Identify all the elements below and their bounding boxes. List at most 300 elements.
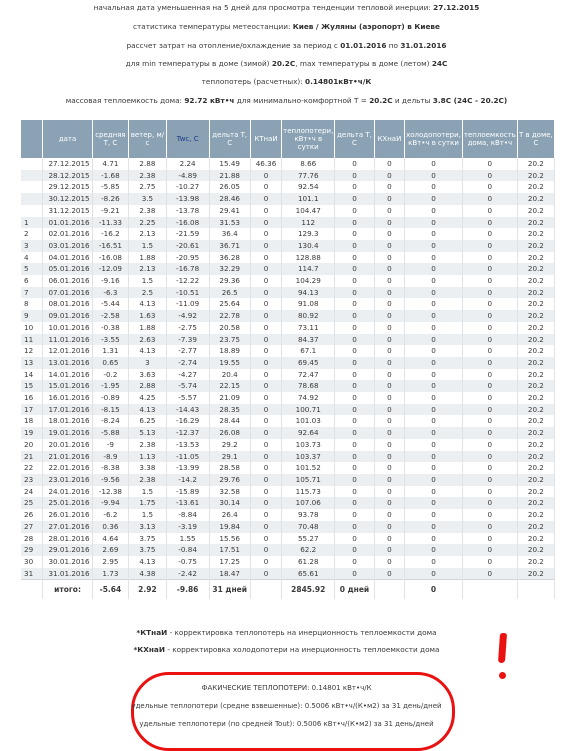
table-row [21, 533, 555, 545]
table-cell: 0 [405, 392, 463, 404]
table-cell: 0 [462, 181, 517, 193]
date-cell: 29.01.2016 [43, 544, 92, 556]
table-cell: 0 [250, 298, 281, 310]
totals-cell: 0 дней [335, 580, 374, 600]
table-cell: 0 [405, 404, 463, 416]
table-cell: 20.2 [517, 334, 554, 346]
table-row [21, 451, 555, 463]
table-cell: 20.4 [209, 369, 250, 381]
table-cell: 2.75 [129, 181, 166, 193]
table-cell: 29.2 [209, 439, 250, 451]
column-header: ветер, м/с [129, 120, 166, 158]
table-cell: 0 [374, 439, 404, 451]
column-header: КТнаИ [250, 120, 281, 158]
table-cell: 20.2 [517, 544, 554, 556]
table-cell: 0 [335, 252, 374, 264]
specific-loss-weighted: удельные теплопотери (средне взвешенные): 0.5006 кВт•ч/(К•м2) за 31 день/дней [131, 702, 442, 710]
table-cell: 0 [462, 392, 517, 404]
row-number: 6 [21, 275, 43, 287]
table-cell: 0 [335, 322, 374, 334]
table-cell: 0.36 [92, 521, 129, 533]
table-cell: -5.74 [166, 380, 209, 392]
table-cell: 2.38 [129, 474, 166, 486]
totals-cell: -5.64 [92, 580, 129, 600]
table-cell: -0.89 [92, 392, 129, 404]
table-cell: 20.2 [517, 181, 554, 193]
table-cell: 0 [335, 287, 374, 299]
table-cell: 18.47 [209, 568, 250, 580]
table-cell: 0 [335, 544, 374, 556]
table-cell: 0 [374, 158, 404, 170]
table-cell: 0 [374, 486, 404, 498]
table-cell: -20.61 [166, 240, 209, 252]
table-cell: 0 [405, 568, 463, 580]
table-cell: 0 [335, 474, 374, 486]
table-cell: 4.13 [129, 345, 166, 357]
date-cell: 02.01.2016 [43, 228, 92, 240]
table-cell: 0 [462, 404, 517, 416]
table-cell: 20.2 [517, 357, 554, 369]
table-cell: 20.2 [517, 380, 554, 392]
table-cell: 0 [374, 474, 404, 486]
date-cell: 12.01.2016 [43, 345, 92, 357]
table-cell: 104.29 [282, 275, 335, 287]
table-cell: 93.78 [282, 509, 335, 521]
table-cell: 0 [335, 240, 374, 252]
table-cell: 1.63 [129, 310, 166, 322]
totals-cell: 2.92 [129, 580, 166, 600]
table-cell: -12.22 [166, 275, 209, 287]
table-cell: 0 [405, 240, 463, 252]
table-cell: -16.08 [166, 217, 209, 229]
table-cell: 0 [250, 275, 281, 287]
table-cell: 0 [462, 170, 517, 182]
table-cell: 0 [405, 380, 463, 392]
table-cell: 0 [250, 521, 281, 533]
row-number: 4 [21, 252, 43, 264]
table-cell: 70.48 [282, 521, 335, 533]
date-cell: 17.01.2016 [43, 404, 92, 416]
table-row [21, 228, 555, 240]
date-cell: 27.12.2015 [43, 158, 92, 170]
table-cell: 3.75 [129, 544, 166, 556]
table-cell: 1.5 [129, 240, 166, 252]
table-cell: 0 [374, 380, 404, 392]
table-cell: -20.95 [166, 252, 209, 264]
table-cell: 4.38 [129, 568, 166, 580]
table-cell: 20.2 [517, 217, 554, 229]
table-cell: 0 [405, 228, 463, 240]
table-cell: 0 [250, 181, 281, 193]
table-cell: 0 [335, 509, 374, 521]
table-cell: 3.75 [129, 533, 166, 545]
table-cell: 0 [250, 404, 281, 416]
table-row [21, 462, 555, 474]
date-cell: 21.01.2016 [43, 451, 92, 463]
table-cell: 0 [335, 217, 374, 229]
table-row [21, 568, 555, 580]
table-cell: 0 [374, 334, 404, 346]
table-cell: 0 [335, 275, 374, 287]
row-number: 13 [21, 357, 43, 369]
table-row [21, 310, 555, 322]
table-cell: 0 [374, 310, 404, 322]
table-cell: 4.13 [129, 404, 166, 416]
table-cell: 3 [129, 357, 166, 369]
date-cell: 03.01.2016 [43, 240, 92, 252]
totals-cell [517, 580, 554, 600]
table-cell: 2.5 [129, 287, 166, 299]
table-cell: 36.4 [209, 228, 250, 240]
row-number: 25 [21, 497, 43, 509]
table-row [21, 369, 555, 381]
totals-label: итого: [43, 580, 92, 600]
table-cell: 20.2 [517, 521, 554, 533]
table-cell: -8.26 [92, 193, 129, 205]
table-cell: 2.88 [129, 158, 166, 170]
row-number: 30 [21, 556, 43, 568]
table-cell: 26.4 [209, 509, 250, 521]
table-cell: 1.13 [129, 451, 166, 463]
table-cell: -11.05 [166, 451, 209, 463]
table-cell: -2.75 [166, 322, 209, 334]
table-cell: 0 [374, 275, 404, 287]
table-cell: -13.78 [166, 205, 209, 217]
table-cell: 20.2 [517, 509, 554, 521]
table-cell: 3.5 [129, 193, 166, 205]
table-cell: 1.5 [129, 275, 166, 287]
table-cell: 0 [335, 404, 374, 416]
date-cell: 19.01.2016 [43, 427, 92, 439]
table-cell: 0 [335, 415, 374, 427]
table-cell: 0 [250, 451, 281, 463]
table-row [21, 380, 555, 392]
table-cell: 0 [374, 568, 404, 580]
table-cell: 0 [374, 181, 404, 193]
table-cell: -16.51 [92, 240, 129, 252]
table-row [21, 415, 555, 427]
table-row [21, 263, 555, 275]
table-row [21, 170, 555, 182]
table-cell: 130.4 [282, 240, 335, 252]
table-cell: 0 [462, 533, 517, 545]
table-cell: 1.73 [92, 568, 129, 580]
table-cell: 0 [250, 205, 281, 217]
table-cell: -14.2 [166, 474, 209, 486]
table-cell: 0 [374, 556, 404, 568]
row-number: 10 [21, 322, 43, 334]
row-number: 9 [21, 310, 43, 322]
totals-cell [462, 580, 517, 600]
table-cell: -8.15 [92, 404, 129, 416]
table-cell: 0 [250, 287, 281, 299]
row-number: 27 [21, 521, 43, 533]
table-row [21, 427, 555, 439]
date-cell: 30.01.2016 [43, 556, 92, 568]
table-row [21, 556, 555, 568]
table-cell: 0 [405, 462, 463, 474]
table-cell: 0 [335, 462, 374, 474]
table-cell: 0 [335, 205, 374, 217]
table-cell: -13.98 [166, 193, 209, 205]
table-cell: 0 [374, 533, 404, 545]
table-cell: 28.44 [209, 415, 250, 427]
totals-cell: -9.86 [166, 580, 209, 600]
table-cell: 0 [405, 170, 463, 182]
table-cell: -8.84 [166, 509, 209, 521]
row-number [21, 193, 43, 205]
table-cell: 20.2 [517, 322, 554, 334]
table-cell: 0 [405, 193, 463, 205]
table-cell: 20.2 [517, 252, 554, 264]
totals-cell [21, 580, 43, 600]
table-cell: -8.38 [92, 462, 129, 474]
table-cell: 0 [374, 170, 404, 182]
row-number: 8 [21, 298, 43, 310]
table-cell: 0 [335, 298, 374, 310]
row-number: 31 [21, 568, 43, 580]
date-cell: 04.01.2016 [43, 252, 92, 264]
table-row [21, 544, 555, 556]
table-cell: 0 [374, 217, 404, 229]
table-cell: -0.38 [92, 322, 129, 334]
table-cell: -0.75 [166, 556, 209, 568]
table-cell: 0 [462, 439, 517, 451]
table-row [21, 345, 555, 357]
table-cell: 0 [462, 415, 517, 427]
footnote-ktnai: *КТнаИ - корректировка теплопотерь на инерционность теплоемкости дома [136, 628, 437, 637]
table-cell: 0 [374, 404, 404, 416]
table-cell: 0 [335, 158, 374, 170]
table-cell: 4.25 [129, 392, 166, 404]
table-cell: 0 [374, 345, 404, 357]
table-cell: 0 [374, 509, 404, 521]
table-cell: 0 [462, 427, 517, 439]
table-cell: 29.41 [209, 205, 250, 217]
table-cell: 0 [405, 556, 463, 568]
table-cell: 2.38 [129, 205, 166, 217]
table-cell: 103.37 [282, 451, 335, 463]
table-cell: 20.2 [517, 415, 554, 427]
table-cell: 0 [405, 205, 463, 217]
table-cell: 0 [405, 521, 463, 533]
table-row [21, 334, 555, 346]
table-cell: 20.2 [517, 205, 554, 217]
table-cell: 26.05 [209, 181, 250, 193]
table-cell: 0 [250, 415, 281, 427]
table-cell: 65.61 [282, 568, 335, 580]
table-cell: 8.66 [282, 158, 335, 170]
table-cell: 0 [405, 158, 463, 170]
table-cell: 105.71 [282, 474, 335, 486]
table-cell: 1.88 [129, 322, 166, 334]
table-cell: 0 [462, 228, 517, 240]
table-cell: 0 [374, 462, 404, 474]
column-header: КХнаИ [374, 120, 404, 158]
date-cell: 15.01.2016 [43, 380, 92, 392]
table-cell: 0 [462, 474, 517, 486]
table-row [21, 217, 555, 229]
table-cell: 0 [462, 357, 517, 369]
table-cell: -16.29 [166, 415, 209, 427]
table-cell: 30.14 [209, 497, 250, 509]
table-cell: -14.43 [166, 404, 209, 416]
row-number: 18 [21, 415, 43, 427]
table-cell: 0 [462, 263, 517, 275]
table-cell: 3.63 [129, 369, 166, 381]
table-cell: 0 [405, 357, 463, 369]
table-cell: 103.73 [282, 439, 335, 451]
table-cell: 0 [250, 497, 281, 509]
row-number [21, 158, 43, 170]
table-cell: -11.09 [166, 298, 209, 310]
table-cell: 0 [374, 357, 404, 369]
table-cell: 0 [462, 275, 517, 287]
table-cell: 78.68 [282, 380, 335, 392]
row-number: 19 [21, 427, 43, 439]
table-cell: 0 [335, 451, 374, 463]
table-row [21, 521, 555, 533]
table-row [21, 474, 555, 486]
table-cell: 0 [405, 275, 463, 287]
table-cell: 0 [462, 509, 517, 521]
table-cell: 115.73 [282, 486, 335, 498]
column-header: средняя Т, С [92, 120, 129, 158]
table-cell: 0 [462, 287, 517, 299]
table-cell: 80.92 [282, 310, 335, 322]
table-cell: 20.2 [517, 275, 554, 287]
table-cell: 36.71 [209, 240, 250, 252]
table-cell: -5.44 [92, 298, 129, 310]
date-cell: 25.01.2016 [43, 497, 92, 509]
table-cell: 20.2 [517, 193, 554, 205]
table-cell: 4.13 [129, 298, 166, 310]
table-cell: 4.13 [129, 556, 166, 568]
table-row [21, 205, 555, 217]
table-cell: 0 [462, 380, 517, 392]
table-row [21, 240, 555, 252]
date-cell: 23.01.2016 [43, 474, 92, 486]
table-cell: 72.47 [282, 369, 335, 381]
table-cell: 0 [462, 451, 517, 463]
table-cell: 0 [335, 556, 374, 568]
table-cell: 0 [250, 345, 281, 357]
column-header: дельта Т, С [335, 120, 374, 158]
row-number: 3 [21, 240, 43, 252]
table-cell: 19.55 [209, 357, 250, 369]
table-cell: 0 [405, 369, 463, 381]
table-cell: 20.2 [517, 439, 554, 451]
table-cell: 0 [250, 252, 281, 264]
table-cell: 0 [374, 497, 404, 509]
table-row [21, 275, 555, 287]
table-row [21, 357, 555, 369]
table-cell: 0 [250, 568, 281, 580]
table-row [21, 158, 555, 170]
row-number: 23 [21, 474, 43, 486]
table-cell: 0 [462, 486, 517, 498]
table-cell: 2.63 [129, 334, 166, 346]
table-cell: 0 [374, 322, 404, 334]
table-cell: 0 [405, 252, 463, 264]
row-number: 1 [21, 217, 43, 229]
table-cell: -10.27 [166, 181, 209, 193]
start-date-line: начальная дата уменьшенная на 5 дней для просмотра тенденции тепловой инерции: 27.12.2015 [93, 3, 480, 12]
table-cell: -0.84 [166, 544, 209, 556]
table-row [21, 287, 555, 299]
table-cell: 0 [335, 427, 374, 439]
table-cell: 0 [250, 556, 281, 568]
table-cell: -6.2 [92, 509, 129, 521]
table-cell: 2.13 [129, 228, 166, 240]
table-row [21, 392, 555, 404]
table-cell: 36.28 [209, 252, 250, 264]
column-header: Т в доме, С [517, 120, 554, 158]
table-cell: 0 [374, 298, 404, 310]
table-cell: 20.2 [517, 369, 554, 381]
table-cell: 0 [374, 252, 404, 264]
table-cell: 4.71 [92, 158, 129, 170]
table-cell: 20.2 [517, 228, 554, 240]
table-cell: 0 [374, 415, 404, 427]
date-cell: 11.01.2016 [43, 334, 92, 346]
table-cell: 0 [335, 310, 374, 322]
table-cell: 0 [335, 263, 374, 275]
table-cell: 2.25 [129, 217, 166, 229]
table-cell: 20.2 [517, 451, 554, 463]
heat-loss-table [21, 120, 555, 599]
table-cell: 0 [462, 322, 517, 334]
table-cell: 2.13 [129, 263, 166, 275]
table-cell: 0 [462, 298, 517, 310]
table-cell: 0 [250, 240, 281, 252]
table-cell: 128.88 [282, 252, 335, 264]
date-cell: 31.12.2015 [43, 205, 92, 217]
table-cell: -16.2 [92, 228, 129, 240]
table-cell: 0 [250, 486, 281, 498]
table-cell: -9 [92, 439, 129, 451]
table-cell: 18.89 [209, 345, 250, 357]
date-cell: 07.01.2016 [43, 287, 92, 299]
row-number: 29 [21, 544, 43, 556]
table-cell: 77.76 [282, 170, 335, 182]
table-cell: 0.65 [92, 357, 129, 369]
table-row [21, 252, 555, 264]
table-cell: 0 [374, 451, 404, 463]
table-cell: 0 [462, 568, 517, 580]
table-cell: 20.2 [517, 474, 554, 486]
table-cell: 20.2 [517, 568, 554, 580]
table-cell: 0 [335, 181, 374, 193]
row-number: 14 [21, 369, 43, 381]
table-cell: -6.3 [92, 287, 129, 299]
table-cell: 0 [335, 521, 374, 533]
table-cell: 15.49 [209, 158, 250, 170]
table-cell: -1.95 [92, 380, 129, 392]
column-header: дельта Т, С [209, 120, 250, 158]
date-cell: 06.01.2016 [43, 275, 92, 287]
table-cell: 0 [335, 170, 374, 182]
table-cell: -12.09 [92, 263, 129, 275]
date-cell: 28.12.2015 [43, 170, 92, 182]
table-cell: 0 [462, 544, 517, 556]
table-cell: 0 [374, 228, 404, 240]
row-number: 15 [21, 380, 43, 392]
table-cell: -15.89 [166, 486, 209, 498]
row-number: 28 [21, 533, 43, 545]
table-row [21, 322, 555, 334]
table-cell: -4.89 [166, 170, 209, 182]
